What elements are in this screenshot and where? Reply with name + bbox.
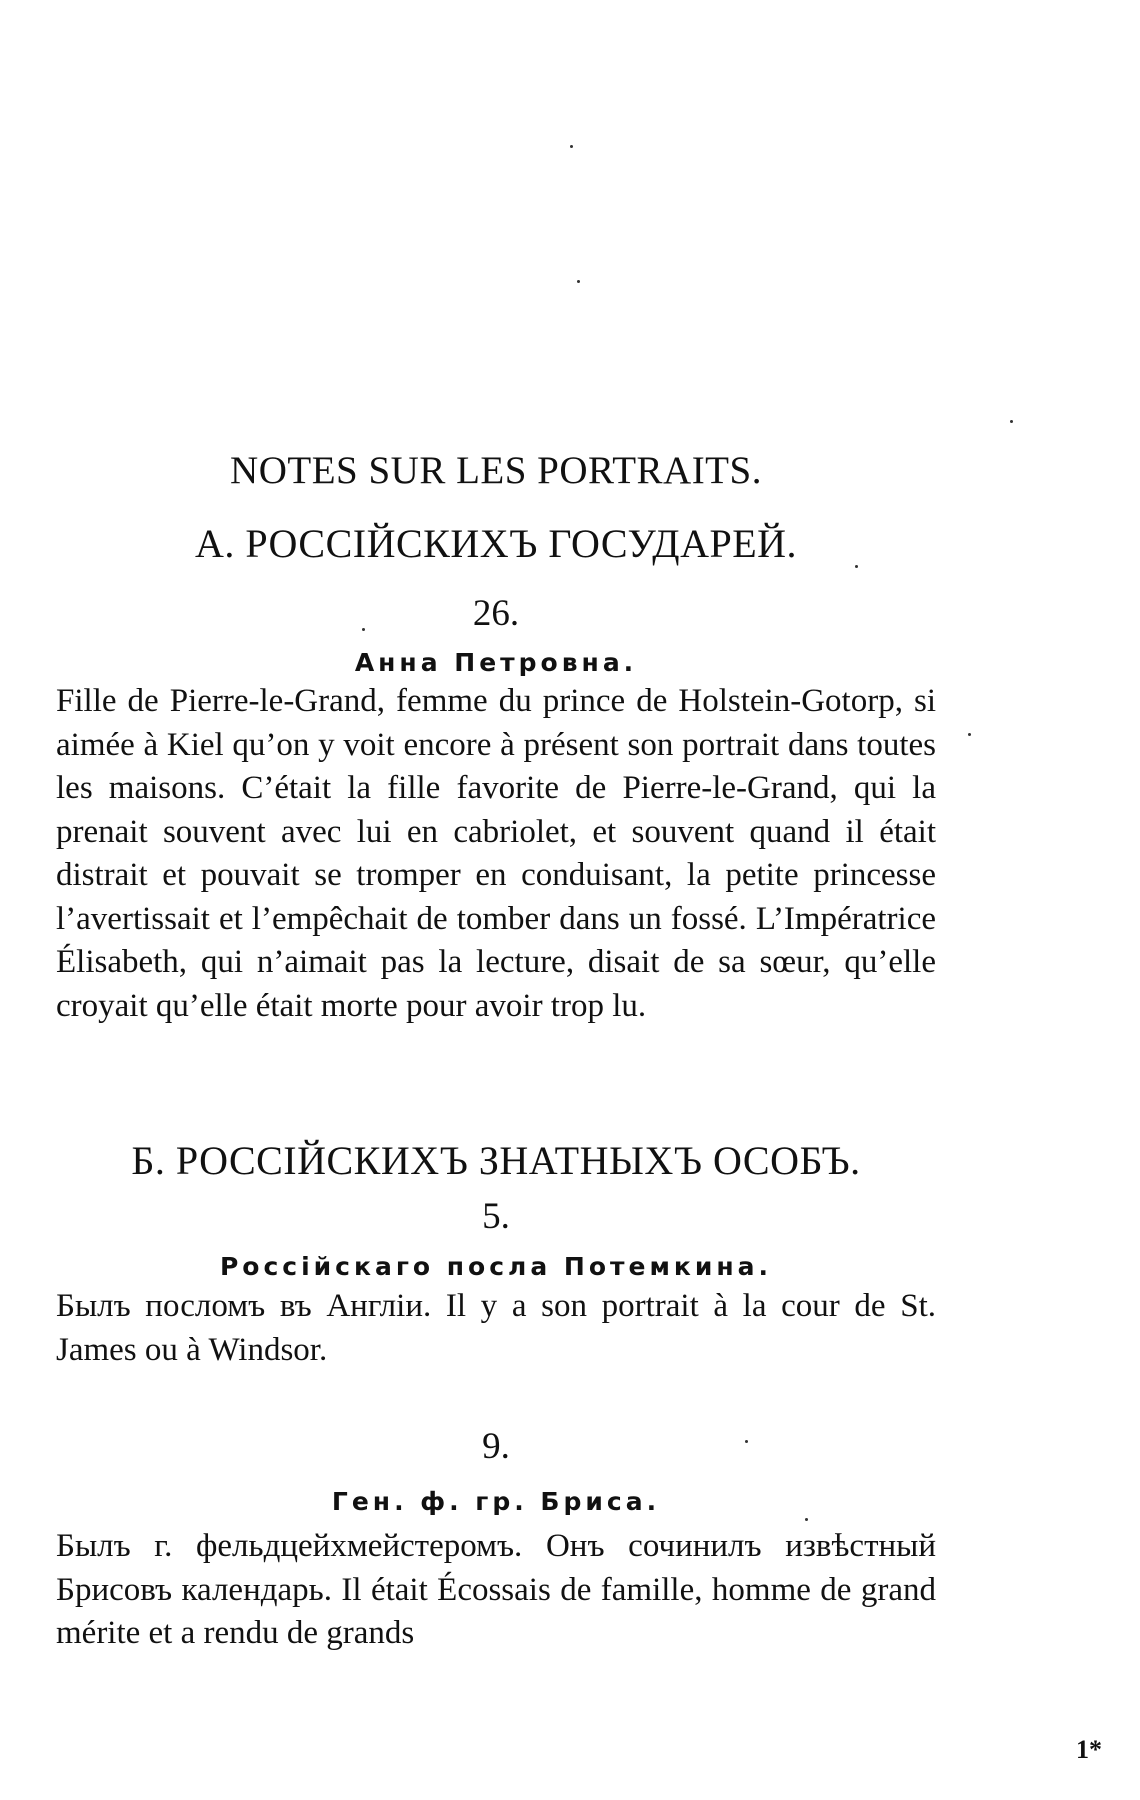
entry-text-anna-petrovna: Fille de Pierre-le-Grand, femme du prince de Holstein-Gotorp, si aimée à Kiel qu’on y voit encore à présent son portrait dans toutes les maisons. C’était la fille favorite de Pierre-le-Grand, qui la prenait souvent avec lui en cabriolet, et souvent quand il était distrait et pouvait se tromper en conduisant, la petite princesse l’avertissait et l’empêchait de tomber dans un fossé. L’Impératrice Élisabeth, qui n’aimait pas la lecture, disait de sa sœur, qu’elle croyait qu’elle était morte pour avoir trop lu. (56, 683, 936, 1024)
section-title-b: Б. РОССІЙСКИХЪ ЗНАТНЫХЪ ОСОБЪ. (131, 1138, 861, 1183)
entry-name-anna-petrovna: Анна Петровна. (354, 648, 638, 677)
scan-speck (1010, 420, 1013, 423)
scan-speck (577, 280, 580, 283)
scan-speck (745, 1440, 748, 1443)
section-title-a: А. РОССІЙСКИХЪ ГОСУДАРЕЙ. (194, 521, 798, 566)
page-title: NOTES SUR LES PORTRAITS. (230, 449, 762, 492)
signature-mark: 1* (1076, 1735, 1102, 1764)
entry-name-potemkin: Россійскаго посла Потемкина. (219, 1252, 773, 1281)
scan-speck (570, 145, 573, 148)
entry-name-bris: Ген. ф. гр. Бриса. (331, 1487, 661, 1516)
entry-number-26: 26. (472, 593, 520, 634)
scan-speck (855, 565, 858, 568)
scan-speck (362, 628, 365, 631)
entry-text-potemkin: Былъ посломъ въ Англіи. Il y a son portrait à la cour de St. James ou à Windsor. (56, 1288, 936, 1368)
scan-speck (805, 1518, 808, 1521)
entry-number-9: 9. (482, 1426, 510, 1467)
document-page (56, 0, 936, 1800)
entry-number-5: 5. (482, 1196, 510, 1237)
scan-speck (968, 733, 971, 736)
entry-text-bris: Былъ г. фельдцейхмейстеромъ. Онъ сочинилъ извѣстный Брисовъ календарь. Il était Écossais de famille, homme de grand mérite et a rendu de grands (56, 1528, 936, 1651)
